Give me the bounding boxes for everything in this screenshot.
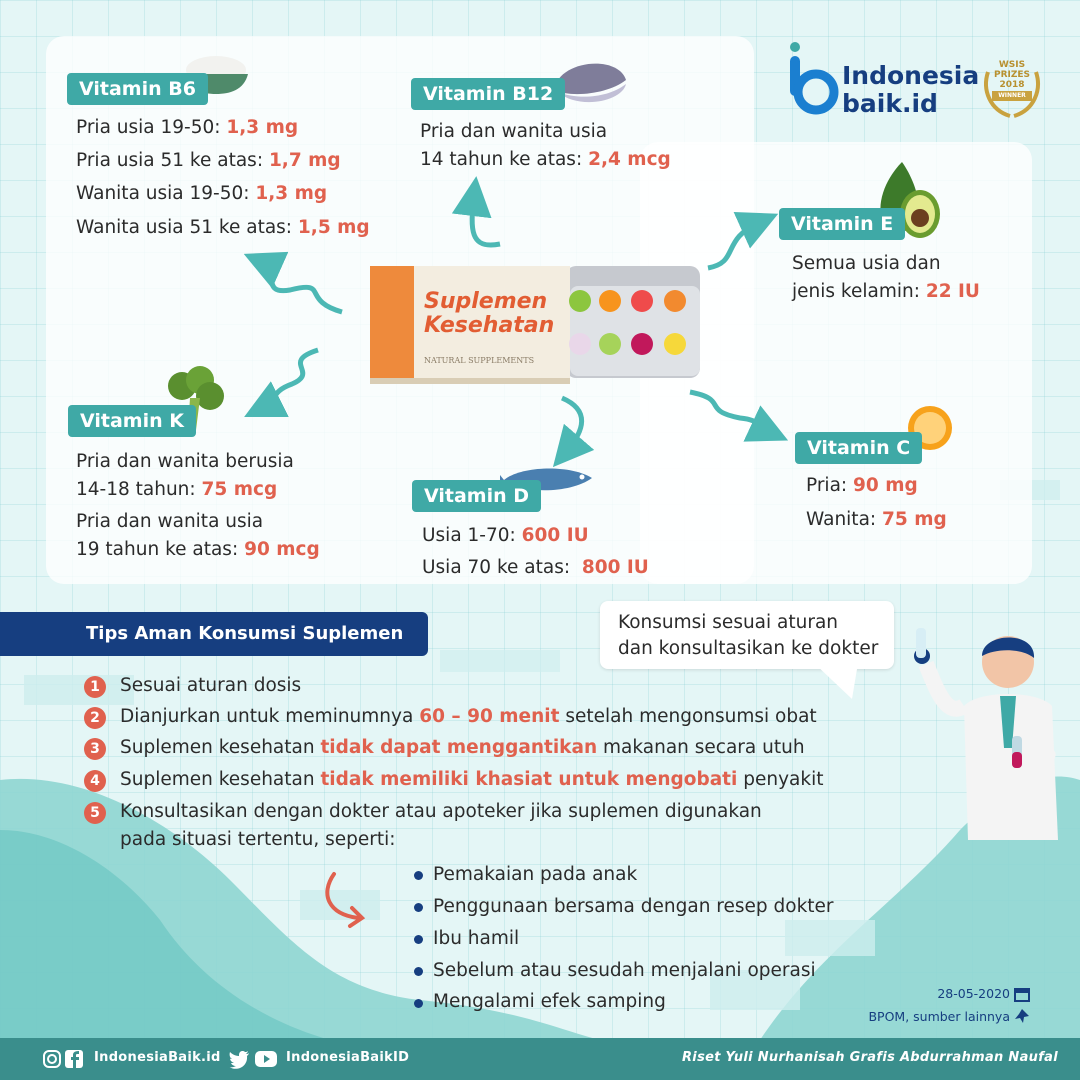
vitamin-e-line2: jenis kelamin: 22 IU xyxy=(792,281,980,302)
pin-icon xyxy=(1014,1008,1030,1024)
vitamin-c-row1: Pria: 90 mg xyxy=(806,475,918,496)
footer-handle-1[interactable]: IndonesiaBaik.id xyxy=(94,1050,221,1065)
arrow-to-d xyxy=(562,398,582,452)
award-line2: PRIZES xyxy=(993,70,1031,80)
publish-date: 28-05-2020 xyxy=(937,986,1010,1001)
brand-name-line2: baik.id xyxy=(842,89,938,118)
vitamin-k-a-line2: 14-18 tahun: 75 mcg xyxy=(76,479,278,500)
tips-title-bar xyxy=(0,612,428,656)
bullet-icon xyxy=(414,871,423,880)
tip-number: 5 xyxy=(84,802,106,824)
situation-item: Penggunaan bersama dengan resep dokter xyxy=(433,896,834,917)
vitamin-b6-row: Wanita usia 51 ke atas: 1,5 mg xyxy=(76,217,370,238)
bullet-icon xyxy=(414,903,423,912)
tip-item-continuation: pada situasi tertentu, seperti: xyxy=(120,829,396,850)
tip-item: Dianjurkan untuk meminumnya 60 – 90 menit setelah mengonsumsi obat xyxy=(120,706,817,727)
vitamin-b6-title: Vitamin B6 xyxy=(67,73,208,105)
vitamin-b6-row: Wanita usia 19-50: 1,3 mg xyxy=(76,183,328,204)
vitamin-b6-row: Pria usia 51 ke atas: 1,7 mg xyxy=(76,150,341,171)
vitamin-b12-line1: Pria dan wanita usia xyxy=(420,121,608,142)
tip-number: 2 xyxy=(84,707,106,729)
tip-number: 1 xyxy=(84,676,106,698)
footer-bar xyxy=(0,1038,1080,1080)
product-subtitle: NATURAL SUPPLEMENTS xyxy=(424,356,535,365)
tips-title: Tips Aman Konsumsi Suplemen xyxy=(86,623,404,644)
source-text: BPOM, sumber lainnya xyxy=(868,1009,1010,1024)
tip-item: Konsultasikan dengan dokter atau apoteker jika suplemen digunakan xyxy=(120,801,762,822)
product-title-line2: Kesehatan xyxy=(424,313,555,338)
bullet-icon xyxy=(414,935,423,944)
brand-name-line1: Indonesia xyxy=(842,61,980,90)
bullet-icon xyxy=(414,967,423,976)
arrow-to-b6 xyxy=(262,262,342,312)
award-line1: WSIS xyxy=(998,60,1026,70)
doctor-illustration xyxy=(908,626,1058,840)
vitamin-c-title: Vitamin C xyxy=(795,432,922,464)
calendar-icon xyxy=(1014,986,1030,1002)
award-line3: 2018 xyxy=(999,80,1025,90)
speech-line2: dan konsultasikan ke dokter xyxy=(618,638,879,659)
footer-handle-2[interactable]: IndonesiaBaikID xyxy=(286,1050,410,1065)
curved-arrow-icon xyxy=(318,868,370,930)
vitamin-c-row2: Wanita: 75 mg xyxy=(806,509,947,530)
facebook-icon[interactable] xyxy=(64,1049,84,1069)
situation-item: Pemakaian pada anak xyxy=(433,864,638,885)
product-title-line1: Suplemen xyxy=(424,289,548,314)
vitamin-e-line1: Semua usia dan xyxy=(792,253,941,274)
vitamin-b6-row: Pria usia 19-50: 1,3 mg xyxy=(76,117,299,138)
instagram-icon[interactable] xyxy=(42,1049,62,1069)
footer-credit: Riset Yuli Nurhanisah Grafis Abdurrahman Naufal xyxy=(682,1050,1059,1065)
speech-line1: Konsumsi sesuai aturan xyxy=(618,612,839,633)
twitter-icon[interactable] xyxy=(228,1049,250,1069)
award-line4: WINNER xyxy=(992,91,1032,101)
vitamin-b12-line2: 14 tahun ke atas: 2,4 mcg xyxy=(420,149,671,170)
vitamin-d-row1: Usia 1-70: 600 IU xyxy=(422,525,589,546)
vitamin-k-a-line1: Pria dan wanita berusia xyxy=(76,451,294,472)
situation-item: Ibu hamil xyxy=(433,928,520,949)
tip-number: 4 xyxy=(84,770,106,792)
bullet-icon xyxy=(414,999,423,1008)
vitamin-e-title: Vitamin E xyxy=(779,208,905,240)
arrow-to-e xyxy=(708,222,760,268)
arrow-to-c xyxy=(690,392,770,432)
youtube-icon[interactable] xyxy=(254,1049,278,1069)
vitamin-k-b-line1: Pria dan wanita usia xyxy=(76,511,264,532)
arrow-to-b12 xyxy=(472,196,500,245)
vitamin-d-title: Vitamin D xyxy=(412,480,541,512)
tip-number: 3 xyxy=(84,738,106,760)
situation-item: Mengalami efek samping xyxy=(433,991,666,1012)
vitamin-k-b-line2: 19 tahun ke atas: 90 mcg xyxy=(76,539,320,560)
speech-bubble xyxy=(600,601,894,669)
situation-item: Sebelum atau sesudah menjalani operasi xyxy=(433,960,816,981)
tip-item: Suplemen kesehatan tidak dapat menggantikan makanan secara utuh xyxy=(120,737,805,758)
vitamin-d-row2: Usia 70 ke atas: 800 IU xyxy=(422,557,649,578)
arrow-to-k xyxy=(262,350,318,408)
vitamin-k-title: Vitamin K xyxy=(68,405,196,437)
tip-item: Sesuai aturan dosis xyxy=(120,675,302,696)
tip-item: Suplemen kesehatan tidak memiliki khasiat untuk mengobati penyakit xyxy=(120,769,824,790)
vitamin-b12-title: Vitamin B12 xyxy=(411,78,565,110)
